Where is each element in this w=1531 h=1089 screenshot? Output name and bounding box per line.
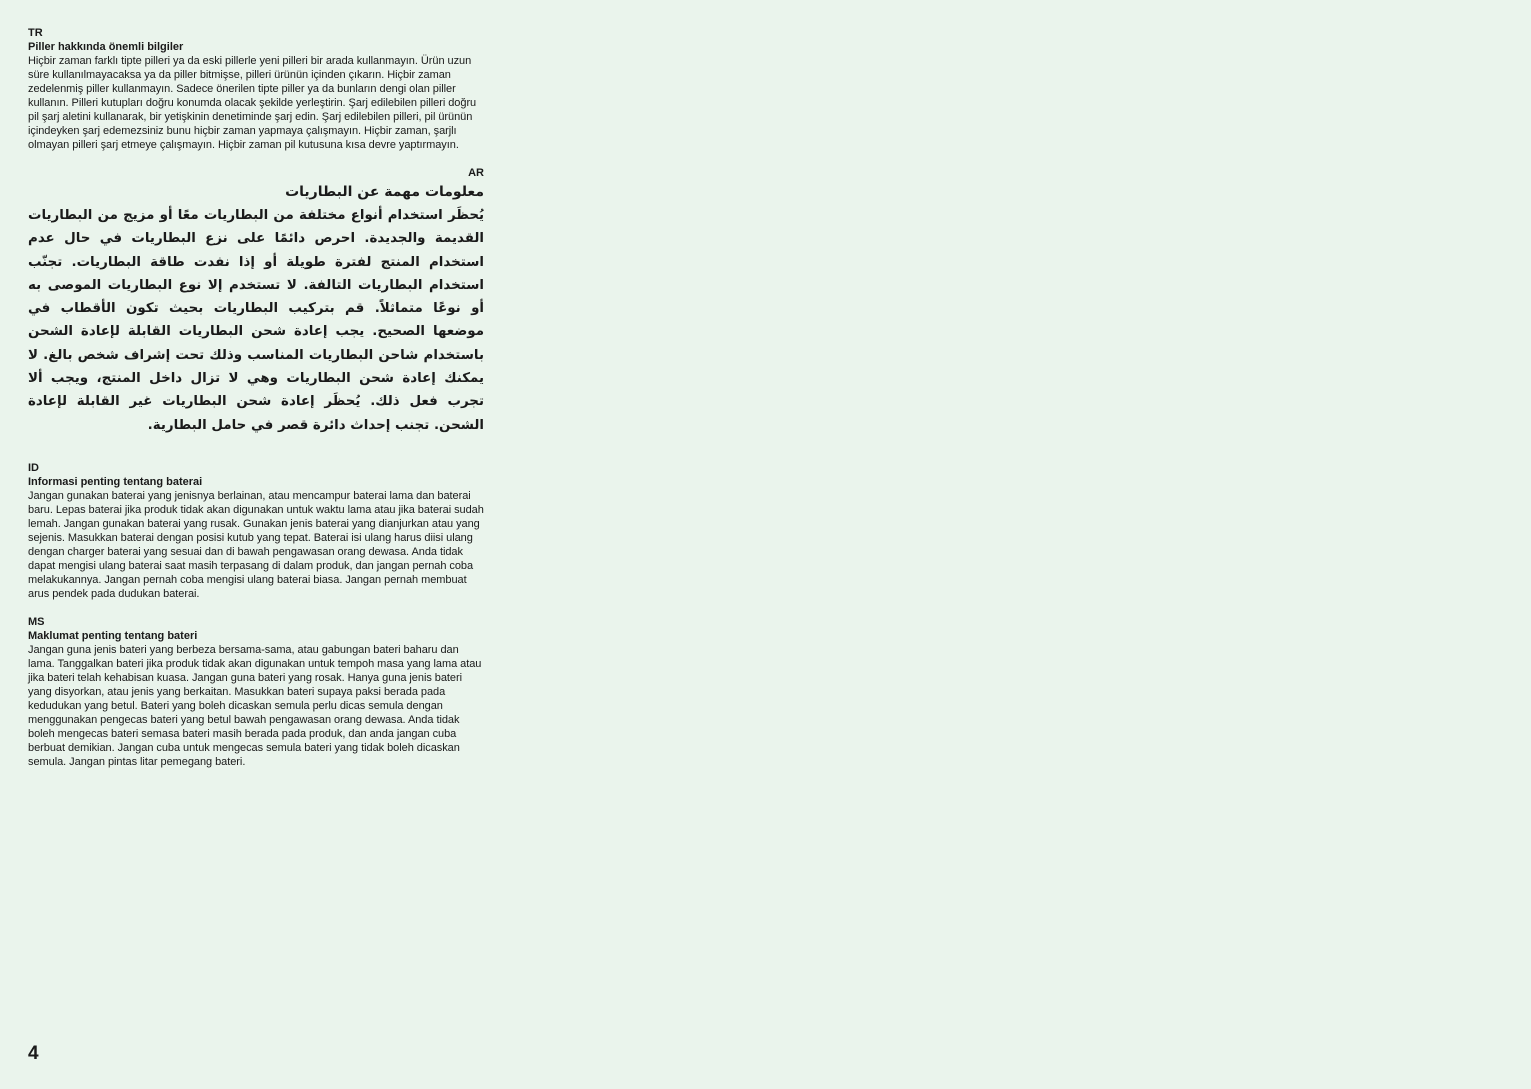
section-id: [28, 461, 484, 601]
section-title-tr: Piller hakkında önemli bilgiler: [28, 41, 184, 53]
language-code-tr: TR: [28, 27, 43, 39]
section-body-id: Jangan gunakan baterai yang jenisnya berlainan, atau mencampur baterai lama dan baterai baru. Lepas baterai jika produk tidak akan digunakan untuk waktu lama atau jika baterai sudah lemah. Jangan gunakan baterai yang rusak. Gunakan jenis baterai yang dianjurkan atau yang sejenis. Masukkan baterai dengan posisi kutub yang tepat. Baterai isi ulang harus diisi ulang dengan charger baterai yang sesuai dan di bawah pengawasan orang dewasa. Anda tidak dapat mengisi ulang baterai saat masih terpasang di dalam produk, dan jangan pernah coba melakukannya. Jangan pernah coba mengisi ulang baterai biasa. Jangan pernah membuat arus pendek pada dudukan baterai.: [28, 489, 484, 600]
section-ar: [28, 166, 484, 437]
section-body-tr: Hiçbir zaman farklı tipte pilleri ya da eski pillerle yeni pilleri bir arada kullanmayın. Ürün uzun süre kullanılmayacaksa ya da piller bitmişse, pilleri ürünün içinden çıkarın. Hiçbir zaman zedelenmiş piller kullanmayın. Sadece önerilen tipte piller ya da bunların dengi olan piller kullanın. Pilleri kutupları doğru konumda olacak şekilde yerleştirin. Şarj edilebilen pilleri doğru pil şarj aletini kullanarak, bir yetişkinin denetiminde şarj edin. Şarj edilebilen pilleri, pil ürünün içindeyken şarj edemezsiniz bunu hiçbir zaman yapmaya çalışmayın. Hiçbir zaman, şarjlı olmayan pilleri şarj etmeye çalışmayın. Hiçbir zaman pil kutusuna kısa devre yaptırmayın.: [28, 55, 477, 151]
section-ms: [28, 615, 484, 769]
section-body-ar: يُحظَر استخدام أنواع مختلفة من البطاريات معًا أو مزيج من البطاريات القديمة والجديدة. احرص دائمًا على نزع البطاريات في حال عدم استخدام المنتج لفترة طويلة أو إذا نفدت طاقة البطاريات. تجنّب استخدام البطاريات التالفة. لا تستخدم إلا نوع البطاريات الموصى به أو نوعًا متماثلاً. قم بتركيب البطاريات بحيث تكون الأقطاب في موضعها الصحيح. يجب إعادة شحن البطاريات القابلة لإعادة الشحن باستخدام شاحن البطاريات المناسب وذلك تحت إشراف شخص بالغ. لا يمكنك إعادة شحن البطاريات وهي لا تزال داخل المنتج، ويجب ألا تجرب فعل ذلك. يُحظَر إعادة شحن البطاريات غير القابلة لإعادة الشحن. تجنب إحداث دائرة قصر في حامل البطارية.: [28, 208, 484, 433]
section-title-ms: Maklumat penting tentang bateri: [28, 629, 198, 642]
language-code-ms: MS: [28, 615, 45, 628]
language-code-ar: AR: [468, 167, 484, 179]
section-title-id: Informasi penting tentang baterai: [28, 475, 203, 488]
language-code-id: ID: [28, 461, 39, 474]
section-tr: [28, 26, 484, 152]
section-title-ar: معلومات مهمة عن البطاريات: [285, 184, 484, 200]
page-number: 4: [28, 1043, 39, 1064]
text-column: [28, 26, 484, 769]
section-body-ms: Jangan guna jenis bateri yang berbeza bersama-sama, atau gabungan bateri baharu dan lama. Tanggalkan bateri jika produk tidak akan digunakan untuk tempoh masa yang lama atau jika bateri telah kehabisan kuasa. Jangan guna bateri yang rosak. Hanya guna jenis bateri yang disyorkan, atau jenis yang berkaitan. Masukkan bateri supaya paksi berada pada kedudukan yang betul. Bateri yang boleh dicaskan semula perlu dicas semula dengan menggunakan pengecas bateri yang betul bawah pengawasan orang dewasa. Anda tidak boleh mengecas bateri semasa bateri masih berada pada produk, dan anda jangan cuba berbuat demikian. Jangan cuba untuk mengecas semula bateri yang tidak boleh dicaskan semula. Jangan pintas litar pemegang bateri.: [28, 643, 482, 768]
